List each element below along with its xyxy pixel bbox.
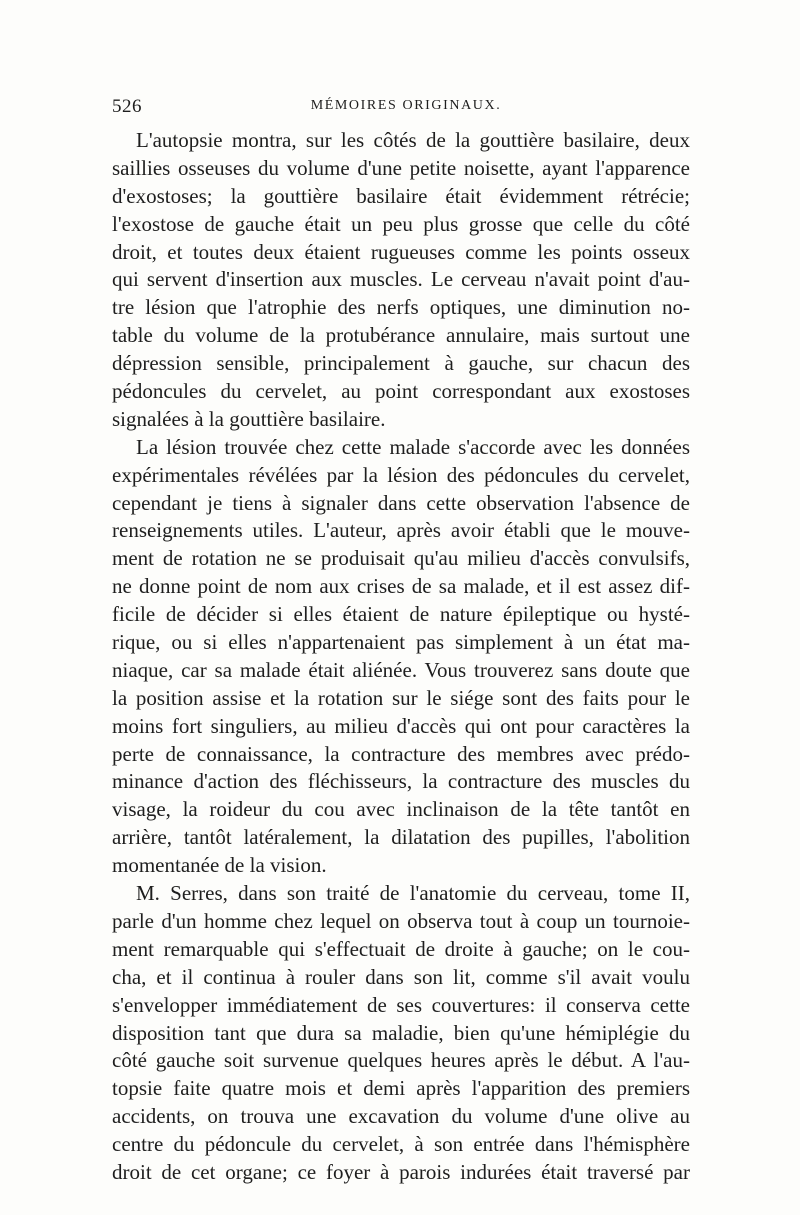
text-line: momentanée de la vision. [112,853,327,878]
text-line: ment remarquable qui s'effectuait de droite à gauche; on le cou- [112,936,690,961]
text-line: s'envelopper immédiatement de ses couvertures: il conserva cette [112,992,690,1017]
page-header [112,96,690,120]
text-line: expérimentales révélées par la lésion des pédoncules du cervelet, [112,462,690,487]
text-line: centre du pédoncule du cervelet, à son entrée dans l'hémisphère [112,1132,690,1157]
text-line: ment de rotation ne se produisait qu'au milieu d'accès convulsifs, [112,546,690,571]
text-line: cependant je tiens à signaler dans cette observation l'absence de [112,490,690,515]
text-line: dépression sensible, principalement à gauche, sur chacun des [112,351,690,376]
text-line: qui servent d'insertion aux muscles. Le cerveau n'avait point d'au- [112,267,690,292]
text-line: M. Serres, dans son traité de l'anatomie du cerveau, tome II, [136,881,690,906]
text-line: la position assise et la rotation sur le siége sont des faits pour le [112,685,690,710]
text-line: cha, et il continua à rouler dans son lit, comme s'il avait voulu [112,964,690,989]
text-line: moins fort singuliers, au milieu d'accès qui ont pour caractères la [112,713,690,738]
text-line: rique, ou si elles n'appartenaient pas simplement à un état ma- [112,630,690,655]
text-line: accidents, on trouva une excavation du volume d'une olive au [112,1104,690,1129]
text-line: minance d'action des fléchisseurs, la contracture des muscles du [112,769,690,794]
text-line: topsie faite quatre mois et demi après l'apparition des premiers [112,1076,690,1101]
text-line: perte de connaissance, la contracture des membres avec prédo- [112,741,690,766]
text-line: ne donne point de nom aux crises de sa malade, et il est assez dif- [112,574,690,599]
text-line: ficile de décider si elles étaient de nature épileptique ou hysté- [112,602,690,627]
text-line: l'exostose de gauche était un peu plus grosse que celle du côté [112,211,690,236]
text-line: côté gauche soit survenue quelques heures après le début. A l'au- [112,1048,690,1073]
text-line: saillies osseuses du volume d'une petite noisette, ayant l'apparence [112,155,690,180]
text-line: droit, et toutes deux étaient rugueuses comme les points osseux [112,239,690,264]
text-line: disposition tant que dura sa maladie, bien qu'une hémiplégie du [112,1020,690,1045]
text-line: d'exostoses; la gouttière basilaire était évidemment rétrécie; [112,183,690,208]
text-line: droit de cet organe; ce foyer à parois indurées était traversé par [112,1159,690,1184]
page-number: 526 [112,96,142,117]
text-line: arrière, tantôt latéralement, la dilatation des pupilles, l'abolition [112,825,690,850]
text-line: parle d'un homme chez lequel on observa tout à coup un tournoie- [112,908,690,933]
text-line: pédoncules du cervelet, au point correspondant aux exostoses [112,379,690,404]
text-line: tre lésion que l'atrophie des nerfs optiques, une diminution no- [112,295,690,320]
running-head: MÉMOIRES ORIGINAUX. [310,98,502,113]
text-line: L'autopsie montra, sur les côtés de la gouttière basilaire, deux [136,128,690,152]
text-line: visage, la roideur du cou avec inclinaison de la tête tantôt en [112,797,690,822]
text-line: niaque, car sa malade était aliénée. Vous trouverez sans doute que [112,657,690,682]
text-line: La lésion trouvée chez cette malade s'accorde avec les données [136,434,690,459]
text-line: table du volume de la protubérance annulaire, mais surtout une [112,323,690,348]
text-line: renseignements utiles. L'auteur, après avoir établi que le mouve- [112,518,690,543]
body-text [112,127,690,1187]
text-line: signalées à la gouttière basilaire. [112,406,386,431]
